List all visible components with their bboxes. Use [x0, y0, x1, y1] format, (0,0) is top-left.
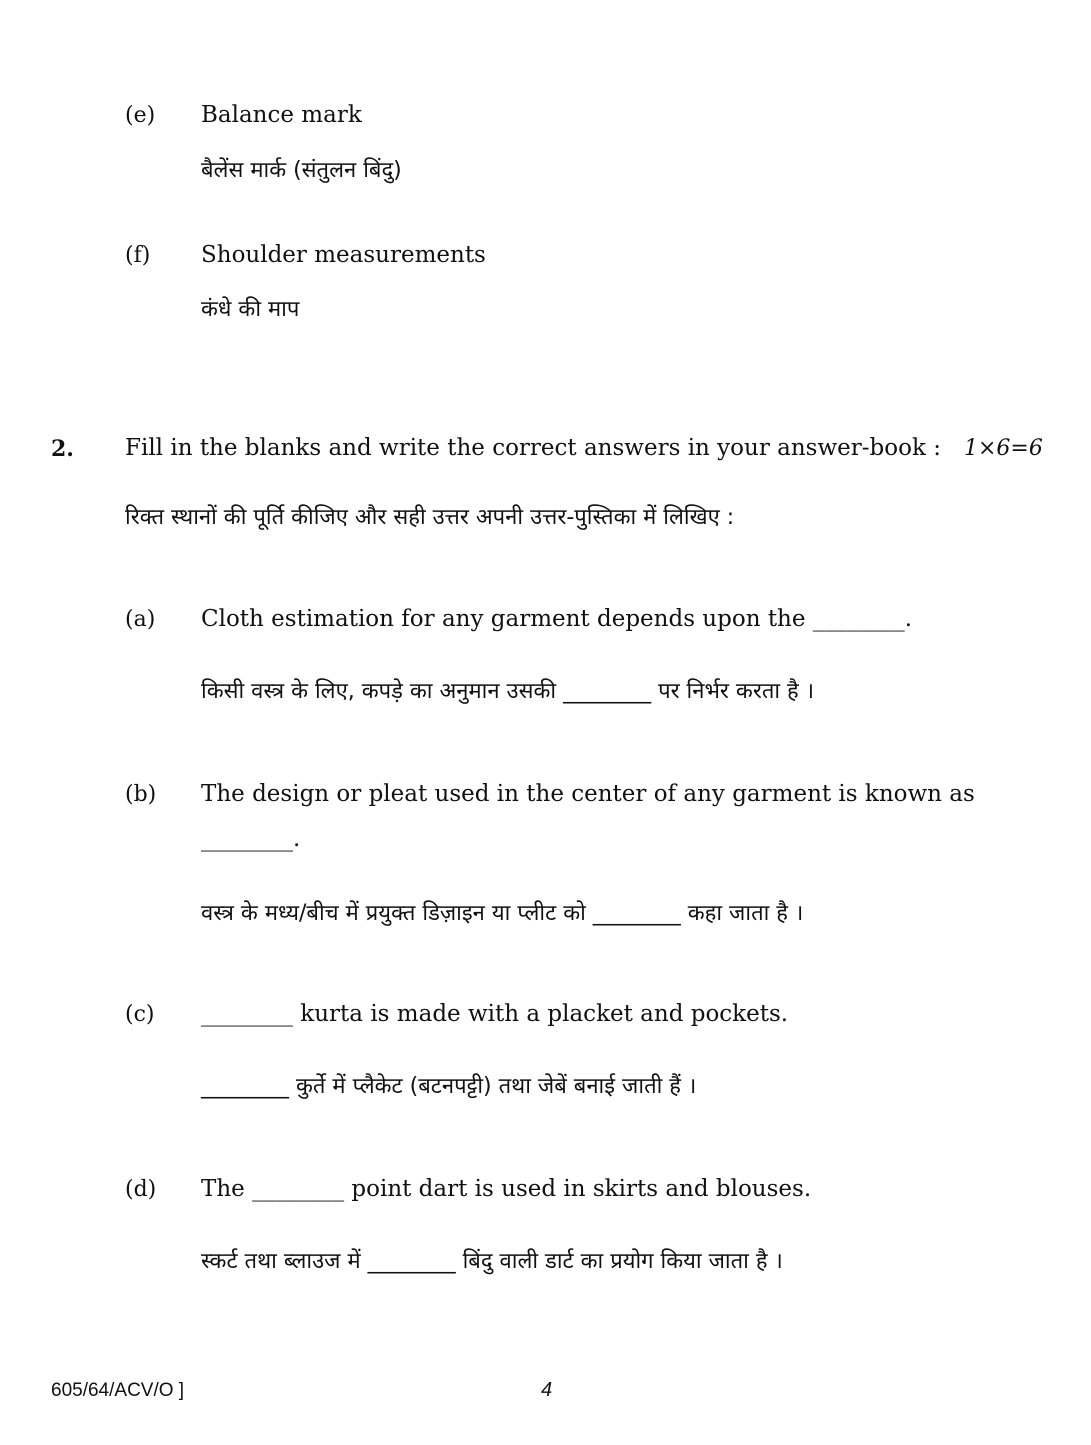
item-text-hi: कंधे की माप [201, 297, 300, 322]
item-text-hi: वस्त्र के मध्य/बीच में प्रयुक्त डिज़ाइन या प्लीट को ________ कहा जाता है । [201, 901, 804, 926]
paper-code: 605/64/ACV/O ] [51, 1380, 185, 1401]
question-marks: 1×6=6 [964, 436, 1043, 461]
question-number: 2. [51, 436, 74, 462]
item-text-en: Balance mark [201, 102, 362, 128]
item-text-en: Cloth estimation for any garment depends upon the ________. [201, 606, 913, 632]
item-text-hi: स्कर्ट तथा ब्लाउज में ________ बिंदु वाली डार्ट का प्रयोग किया जाता है । [201, 1249, 783, 1274]
item-text-hi: बैलेंस मार्क (संतुलन बिंदु) [201, 158, 402, 183]
item-text-en-continued: ________. [201, 826, 301, 852]
item-text-en: ________ kurta is made with a placket and pockets. [201, 1001, 789, 1027]
page-number: 4 [541, 1379, 553, 1401]
item-text-hi: किसी वस्त्र के लिए, कपड़े का अनुमान उसकी ________ पर निर्भर करता है । [201, 679, 815, 704]
question-text-hi: रिक्त स्थानों की पूर्ति कीजिए और सही उत्तर अपनी उत्तर-पुस्तिका में लिखिए : [125, 505, 735, 530]
item-text-en: The design or pleat used in the center of any garment is known as [201, 781, 975, 807]
item-text-hi: ________ कुर्ते में प्लैकेट (बटनपट्टी) तथा जेबें बनाई जाती हैं । [201, 1074, 697, 1099]
item-label: (b) [125, 782, 157, 807]
item-text-en: Shoulder measurements [201, 242, 486, 268]
question-text-en: Fill in the blanks and write the correct answers in your answer-book : [125, 435, 941, 461]
item-label: (f) [125, 243, 151, 268]
item-label: (e) [125, 103, 156, 128]
item-label: (c) [125, 1002, 155, 1027]
item-text-en: The ________ point dart is used in skirts and blouses. [201, 1176, 812, 1202]
item-label: (a) [125, 607, 156, 632]
item-label: (d) [125, 1177, 157, 1202]
